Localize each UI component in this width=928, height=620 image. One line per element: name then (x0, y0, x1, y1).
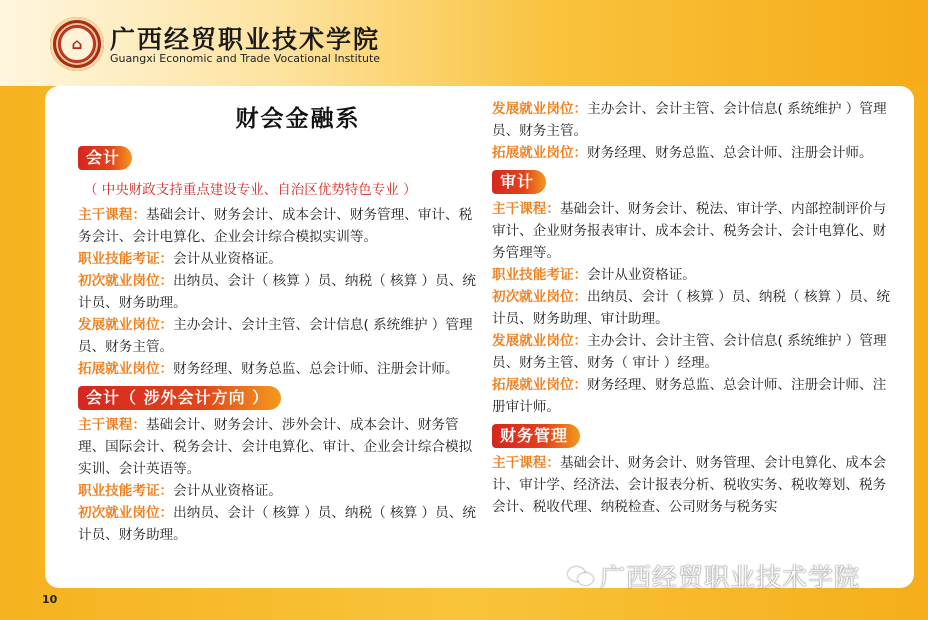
audit-core-courses: 主干课程：基础会计、财务会计、税法、审计学、内部控制评价与审计、企业财务报表审计、成本会计、税务会计、会计电算化、财务管理等。 (492, 201, 887, 261)
foreign-development-jobs: 发展就业岗位：主办会计、会计主管、会计信息( 系统维护 ）管理员、财务主管。 (492, 101, 887, 139)
accounting-core-courses: 主干课程：基础会计、财务会计、成本会计、财务管理、审计、税务会计、会计电算化、企业会计综合模拟实训等。 (78, 207, 473, 245)
badge-audit: 审计 (492, 170, 546, 194)
accounting-development-jobs: 发展就业岗位：主办会计、会计主管、会计信息( 系统维护 ）管理员、财务主管。 (78, 317, 473, 355)
school-name-en: Guangxi Economic and Trade Vocational Institute (110, 52, 381, 65)
watermark-text: 广西经贸职业技术学院 (600, 563, 861, 592)
foreign-core-courses: 主干课程：基础会计、财务会计、涉外会计、成本会计、财务管理、国际会计、税务会计、会计电算化、审计、企业会计综合模拟实训、会计英语等。 (78, 417, 473, 477)
badge-finance-management: 财务管理 (492, 424, 580, 448)
department-title: 财会金融系 (235, 106, 361, 132)
finance-core-courses: 主干课程：基础会计、财务会计、财务管理、会计电算化、成本会计、审计学、经济法、会计报表分析、税收实务、税收筹划、税务会计、税收代理、纳税检查、公司财务与税务实 (492, 455, 887, 515)
accounting-extended-jobs: 拓展就业岗位：财务经理、财务总监、总会计师、注册会计师。 (78, 361, 459, 377)
watermark (568, 558, 860, 594)
audit-extended-jobs: 拓展就业岗位：财务经理、财务总监、总会计师、注册会计师、注册审计师。 (492, 377, 887, 415)
foreign-certificate: 职业技能考证：会计从业资格证。 (78, 483, 282, 499)
accounting-initial-jobs: 初次就业岗位：出纳员、会计（ 核算 ）员、纳税（ 核算 ）员、统计员、财务助理。 (78, 273, 476, 311)
accounting-note: （ 中央财政支持重点建设专业、自治区优势特色专业 ） (84, 182, 417, 198)
accounting-certificate: 职业技能考证：会计从业资格证。 (78, 251, 282, 267)
badge-foreign-accounting: 会计（ 涉外会计方向 ） (78, 386, 281, 410)
foreign-initial-jobs: 初次就业岗位：出纳员、会计（ 核算 ）员、纳税（ 核算 ）员、统计员、财务助理。 (78, 505, 476, 543)
school-name-cn: 广西经贸职业技术学院 (110, 25, 381, 54)
right-column (492, 98, 892, 518)
foreign-extended-jobs: 拓展就业岗位：财务经理、财务总监、总会计师、注册会计师。 (492, 145, 873, 161)
audit-initial-jobs: 初次就业岗位：出纳员、会计（ 核算 ）员、纳税（ 核算 ）员、统计员、财务助理、审计助理。 (492, 289, 890, 327)
badge-accounting: 会计 (78, 146, 132, 170)
audit-certificate: 职业技能考证：会计从业资格证。 (492, 267, 696, 283)
wechat-icon (568, 565, 594, 587)
page-number: 10 (42, 593, 58, 606)
left-column (78, 98, 478, 546)
audit-development-jobs: 发展就业岗位：主办会计、会计主管、会计信息( 系统维护 ）管理员、财务主管、财务（ 审计 ）经理。 (492, 333, 887, 371)
school-seal-icon: ⌂ (50, 17, 104, 71)
